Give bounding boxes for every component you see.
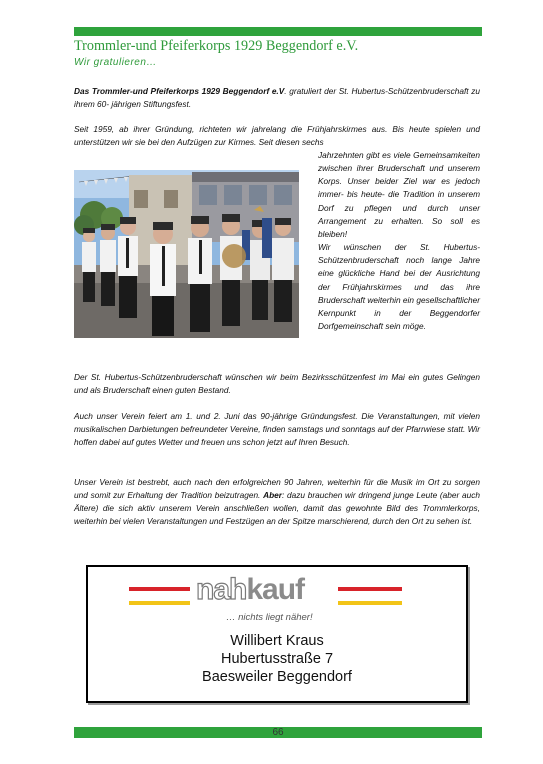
history-paragraph: Seit 1959, ab ihrer Gründung, richteten wir jahrelang die Frühjahrskirmes aus. Bis heute spielen und unterstützen wir sie bei den Aufzügen zur Kirmes. Seit diesen sechs xyxy=(74,124,480,148)
ad-slogan: … nichts liegt näher! xyxy=(226,612,313,623)
page-title: Trommler-und Pfeiferkorps 1929 Beggendorf e.V. xyxy=(74,38,359,54)
nahkauf-logo xyxy=(196,574,304,606)
header-bar xyxy=(74,27,482,36)
logo-kauf: kauf xyxy=(246,573,305,606)
ad-name: Willibert Kraus xyxy=(230,633,324,649)
page-number: 66 xyxy=(272,727,284,738)
wishes-text: Wir wünschen der St. Hubertus-Schützenbruderschaft noch lange Jahre eine glückliche Hand bei der Ausrichtung der Frühjahrskirmes und das ihre Bruderschaft weiterhin ein gesellschaftlicher Kernpunkt in der Beggendorfer Dorfgemeinschaft sein möge. xyxy=(318,242,480,332)
left-red-stripe xyxy=(129,587,190,591)
recruitment-bold: Aber xyxy=(263,490,282,501)
parade-photo xyxy=(74,170,299,338)
right-yellow-stripe xyxy=(338,601,402,605)
recruitment-paragraph xyxy=(74,476,480,528)
district-festival-paragraph: Der St. Hubertus-Schützenbruderschaft wünschen wir beim Bezirksschützenfest im Mai ein gutes Gelingen und als Bruderschaft einen guten Bestand. xyxy=(74,372,480,396)
intro-bold: Das Trommler-und Pfeiferkorps 1929 Beggendorf e.V xyxy=(74,86,285,96)
intro-rest: . gratuliert der St. Hubertus-Schützenbruderschaft zu ihrem 60- jährigen Stiftungsfest. xyxy=(74,86,480,110)
recruitment-text-b: : dazu brauchen wir dringend junge Leute (aber auch Ältere) die sich aktiv unserem Verein anschließen wollen, damit das gewohnte Bild des Trommlerkorps, weiterhin bei vielen Veranstaltungen und Festzügen an der Spitze marschierend, durch den Ort zu sehen ist. xyxy=(74,490,480,527)
wrap-paragraph xyxy=(318,149,480,333)
page-subtitle: Wir gratulieren… xyxy=(74,57,157,68)
ad-street: Hubertusstraße 7 xyxy=(220,651,334,667)
anniversary-paragraph: Auch unser Verein feiert am 1. und 2. Juni das 90-jährige Gründungsfest. Die Veranstaltungen, mit vielen musikalischen Darbietungen befreundeter Vereine, finden samstags und sonntags auf der Pfarrwiese statt. Wir hoffen dabei auf gutes Wetter und freuen uns schon jetzt auf Ihren Besuch. xyxy=(74,411,480,448)
recruitment-text-a: Unser Verein ist bestrebt, auch nach den erfolgreichen 90 Jahren, weiterhin für die Musik im Ort zu sorgen und somit zur Erhaltung der Tradition beizutragen. xyxy=(74,477,480,501)
left-yellow-stripe xyxy=(129,601,190,605)
intro-paragraph xyxy=(74,85,480,111)
ad-city: Baesweiler Beggendorf xyxy=(202,669,352,685)
right-red-stripe xyxy=(338,587,402,591)
logo-nah: nah xyxy=(196,573,247,606)
decades-text: Jahrzehnten gibt es viele Gemeinsamkeiten zwischen ihrer Bruderschaft und unserem Korps. Unser beider Ziel war es jedoch immer- bis heute- die Tradition in unserem Dorf zu pflegen und durch unser Arrangement zu erhalten. So soll es bleiben! xyxy=(318,150,480,239)
